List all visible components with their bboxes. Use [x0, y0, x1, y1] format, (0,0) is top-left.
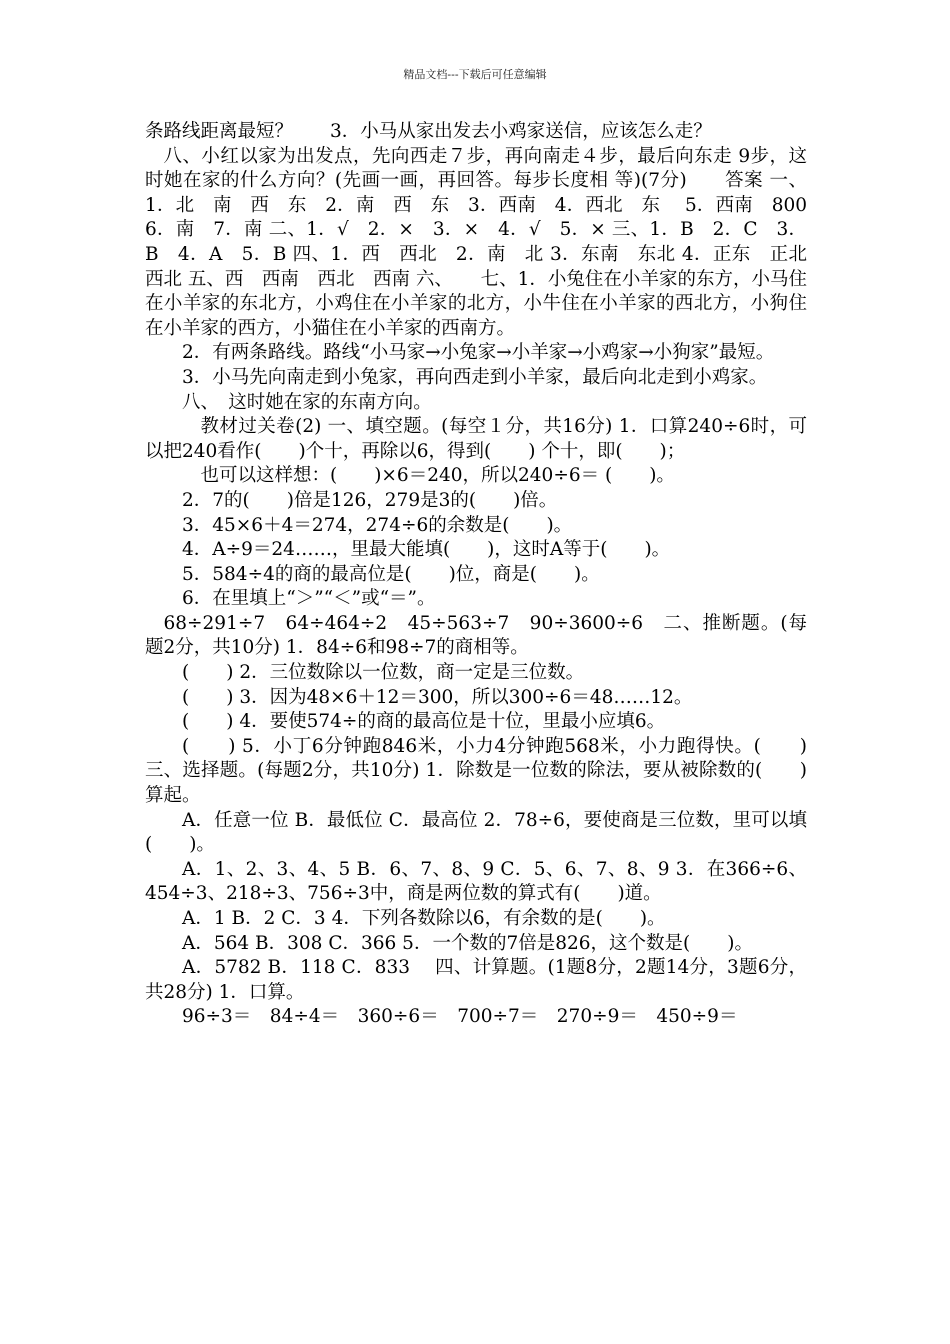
- paragraph: 八、小红以家为出发点，先向西走７步，再向南走４步，最后向东走 9步，这时她在家的什么方向？(先画一画，再回答。每步长度相 等)(7分) 答案 一、1．北 南 西 东 2．南 西 东 3．西南 4．西北 东 5．西南 800 6．南 7．南 二、1．√ 2．× 3．× 4．√ 5．× 三、1．B 2．C 3．B 4．A 5．B 四、1．西 西北 2．南 北 3．东南 东北 4．正东 正北 西北 五、西 西南 西北 西南 六、 七、1．小兔住在小羊家的东方，小马住在小羊家的东北方，小鸡住在小羊家的北方，小牛住在小羊家的西北方，小狗住在小羊家的西方，小猫住在小羊家的西南方。: [145, 145, 826, 339]
- paragraph: ( ) 5．小丁6分钟跑846米，小力4分钟跑568米，小力跑得快。( ) 三、选择题。(每题2分，共10分) 1．除数是一位数的除法，要从被除数的( )算起。: [145, 735, 807, 807]
- paragraph: 也可以这样想：( )×6＝240，所以240÷6＝ ( )。: [200, 465, 675, 487]
- paragraph: 2．有两条路线。路线“小马家→小兔家→小羊家→小鸡家→小狗家”最短。: [182, 342, 775, 364]
- paragraph: 条路线距离最短？ 3．小马从家出发去小鸡家送信，应该怎么走？: [145, 121, 712, 142]
- paragraph: A．564 B．308 C．366 5．一个数的7倍是826，这个数是( )。: [182, 932, 753, 954]
- paragraph: A．任意一位 B．最低位 C．最高位 2．78÷6，要使商是三位数，里可以填( )。: [145, 809, 807, 856]
- paragraph: 6．在里填上“＞”“＜”或“＝”。: [182, 588, 436, 610]
- paragraph: 教材过关卷(2) 一、填空题。(每空１分，共16分) 1．口算240÷6时，可以把240看作( )个十，再除以6，得到( ) 个十，即( )；: [145, 416, 807, 462]
- paragraph: 八、 这时她在家的东南方向。: [182, 391, 432, 413]
- paragraph: 96÷3＝ 84÷4＝ 360÷6＝ 700÷7＝ 270÷9＝ 450÷9＝: [182, 1006, 738, 1028]
- paragraph: 4．A÷9＝24……，里最大能填( )，这时A等于( )。: [182, 539, 671, 561]
- paragraph: 5．584÷4的商的最高位是( )位，商是( )。: [182, 563, 600, 585]
- document-body: [145, 120, 826, 1030]
- page-header: 精品文档---下载后可任意编辑: [403, 68, 547, 81]
- paragraph: ( ) 2．三位数除以一位数，商一定是三位数。: [182, 662, 585, 684]
- paragraph: 68÷291÷7 64÷464÷2 45÷563÷7 90÷3600÷6 二、推断题。(每题2分，共10分) 1．84÷6和98÷7的商相等。: [145, 612, 807, 659]
- paragraph: 3．小马先向南走到小兔家，再向西走到小羊家，最后向北走到小鸡家。: [182, 366, 768, 388]
- paragraph: 2．7的( )倍是126，279是3的( )倍。: [182, 489, 558, 511]
- paragraph: 3．45×6＋4＝274，274÷6的余数是( )。: [182, 514, 573, 536]
- paragraph: A．5782 B．118 C．833 四、计算题。(1题8分，2题14分，3题6分，共28分) 1．口算。: [145, 957, 807, 1003]
- paragraph: ( ) 3．因为48×6＋12＝300，所以300÷6＝48……12。: [182, 686, 693, 708]
- paragraph: A．1 B．2 C．3 4．下列各数除以6，有余数的是( )。: [182, 908, 666, 929]
- paragraph: ( ) 4．要使574÷的商的最高位是十位，里最小应填6。: [182, 711, 666, 733]
- paragraph: A．1、2、3、4、5 B．6、7、8、9 C．5、6、7、8、9 3．在366÷6、454÷3、218÷3、756÷3中，商是两位数的算式有( )道。: [145, 858, 807, 905]
